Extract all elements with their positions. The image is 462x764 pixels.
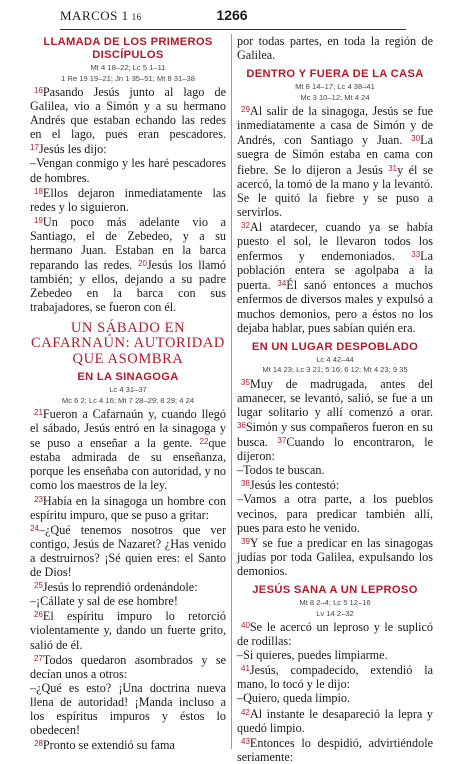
verse-number: 37 xyxy=(277,436,287,446)
verse-text: Jesús, compadecido, extendió la mano, lo tocó y le dijo: xyxy=(237,663,433,692)
dialogue-paragraph: –Vengan conmigo y les haré pescadores de hombres. xyxy=(30,156,226,185)
header-rule xyxy=(60,29,406,30)
continuation-paragraph: por todas partes, en toda la región de Galilea. xyxy=(237,34,433,63)
parallel-refs: Lc 4 42–44 xyxy=(316,354,354,364)
dialogue-paragraph: –¡Cállate y sal de ese hombre! xyxy=(30,594,178,609)
parallel-refs: Mt 8 14–17; Lc 4 38–41 xyxy=(295,82,375,92)
cross-refs: Mc 6 2; Lc 4 16; Mt 7 28–29; 8 29; 4 24 xyxy=(61,395,195,405)
parallel-refs: Lc 4 31–37 xyxy=(109,385,147,394)
verse-paragraph xyxy=(30,214,226,315)
verse-text: Un poco más adelante vio a Santiago, el de Zebedeo, y a su hermano Juan. Estaban en la barca reparando las redes. xyxy=(30,214,226,273)
page-header xyxy=(30,0,434,32)
verse-paragraph xyxy=(30,522,226,579)
section-heading: DENTRO Y FUERA DE LA CASA xyxy=(246,68,424,81)
dialogue-paragraph: –Vamos a otra parte, a los pueblos vecinos, para predicar también allí, pues para esto he venido. xyxy=(237,492,433,535)
verse-text: y él se acercó, la tomó de la mano y la levantó. Se le quitó la fiebre y se puso a servirlos. xyxy=(237,162,433,219)
cross-refs: Lv 14 2–32 xyxy=(316,608,354,618)
verse-text: Cuando lo encontraron, le dijeron: xyxy=(237,435,434,464)
verse-number: 18 xyxy=(34,186,43,196)
verse-paragraph xyxy=(30,493,226,522)
verse-number: 20 xyxy=(138,259,147,269)
verse-paragraph xyxy=(237,662,433,691)
verse-paragraph xyxy=(30,579,226,594)
section-heading: LLAMADA DE LOS PRIMEROS DISCÍPULOS xyxy=(43,36,213,61)
verse-text: Ellos dejaron inmediatamente las redes y lo siguieron. xyxy=(30,185,226,214)
verse-text: Pronto se extendió su fama xyxy=(42,738,175,753)
dialogue-paragraph: –Si quieres, puedes limpiarme. xyxy=(237,648,388,663)
verse-text: El espíritu impuro lo retorció violentamente y, dando un fuerte grito, salió de él. xyxy=(30,609,226,652)
verse-text: Pasando Jesús junto al lago de Galilea, vio a Simón y a su hermano Andrés que estaban echando las redes en el lago, pues eran pescadores. xyxy=(30,85,226,142)
verse-number: 30 xyxy=(411,134,421,144)
verse-text: Jesús los llamó también; y ellos, dejando a su padre Zebedeo en la barca con sus trabajadores, se fueron con él. xyxy=(30,258,226,315)
verse-number: 16 xyxy=(34,86,43,95)
verse-text: Jesús lo reprendió ordenándole: xyxy=(42,580,198,595)
verse-paragraph xyxy=(237,706,433,735)
section-heading: JESÚS SANA A UN LEPROSO xyxy=(252,584,418,596)
verse-paragraph xyxy=(237,535,433,578)
chapter-number: 1 xyxy=(121,8,129,23)
verse-paragraph xyxy=(30,406,226,493)
section-heading: EN LA SINAGOGA xyxy=(77,371,179,383)
verse-number: 35 xyxy=(241,377,250,387)
column-divider xyxy=(231,34,232,749)
verse-text: que estaba admirada de su enseñanza, porque les enseñaba con autoridad, y no como los maestros de la ley. xyxy=(30,436,227,493)
verse-paragraph xyxy=(237,477,433,492)
verse-number: 32 xyxy=(241,220,250,230)
verse-number: 42 xyxy=(241,707,250,717)
verse-number: 34 xyxy=(277,279,287,289)
verse-paragraph xyxy=(237,376,433,464)
verse-number: 27 xyxy=(34,653,43,663)
cross-refs: Mc 3 10–12; Mt 4 24 xyxy=(300,92,370,102)
major-section-heading: UN SÁBADO EN CAFARNAÚN: AUTORIDAD QUE ASOMBRA xyxy=(31,319,225,367)
verse-number: 36 xyxy=(237,420,246,430)
verse-paragraph xyxy=(30,608,226,651)
verse-text: Entonces lo despidió, advirtiéndole seriamente: xyxy=(237,735,433,764)
verse-number: 29 xyxy=(241,105,250,115)
verse-text: –¿Qué tenemos nosotros que ver contigo, Jesús de Nazaret? ¿Has venido a destruirnos? ¡Sé quien eres: el Santo de Dios! xyxy=(30,522,226,580)
verse-paragraph xyxy=(30,185,226,214)
verse-text: Y se fue a predicar en las sinagogas judías por toda Galilea, expulsando los demonios. xyxy=(237,535,433,578)
verse-number: 24 xyxy=(30,523,39,533)
verse-number: 38 xyxy=(241,479,250,489)
verse-number: 23 xyxy=(34,494,43,504)
verse-text: La población entera se agolpaba a la puerta. xyxy=(237,249,434,293)
verse-number: 21 xyxy=(34,408,43,417)
verse-text: Se le acercó un leproso y le suplicó de rodillas: xyxy=(237,620,433,649)
verse-text: Al salir de la sinagoga, Jesús se fue inmediatamente a casa de Simón y de Andrés, con Santiago y Juan. xyxy=(237,104,433,148)
verse-paragraph xyxy=(237,219,433,335)
left-column xyxy=(30,34,227,753)
verse-number: 33 xyxy=(411,250,421,260)
verse-number: 31 xyxy=(388,163,398,173)
parallel-refs: Mt 8 2–4; Lc 5 12–16 xyxy=(299,598,371,607)
verse-number: 26 xyxy=(34,610,43,620)
verse-text: Al atardecer, cuando ya se había puesto el sol, le llevaron todos los enfermos y endemoniados. xyxy=(237,219,433,264)
verse-number: 22 xyxy=(199,437,209,447)
verse-text: Jesús les dijo: xyxy=(38,142,107,157)
verse-paragraph xyxy=(237,619,433,648)
verse-number: 19 xyxy=(34,215,43,225)
verse-text: Jesús les contestó: xyxy=(249,478,340,493)
verse-number: 17 xyxy=(30,143,39,153)
verse-number: 16 xyxy=(131,12,142,22)
verse-text: Muy de madrugada, antes del amanecer, se levantó, salió, se fue a un lugar solitario y allí comenzó a orar. xyxy=(237,376,433,419)
parallel-refs: Mt 4 18–22; Lc 5 1–11 xyxy=(90,63,166,72)
cross-refs: Mt 14 23; Lc 3 21; 5 16; 6 12; Mt 4 23; 9 35 xyxy=(262,365,408,375)
dialogue-paragraph: –¿Qué es esto? ¡Una doctrina nueva llena de autoridad! ¡Manda incluso a los espíritus impuros y éstos lo obedecen! xyxy=(30,680,226,738)
verse-number: 28 xyxy=(34,739,43,749)
verse-paragraph xyxy=(30,737,226,752)
dialogue-paragraph: –Todos te buscan. xyxy=(237,463,325,478)
verse-number: 40 xyxy=(241,621,250,630)
verse-text: La suegra de Simón estaba en cama con fiebre. Se lo dijeron a Jesús xyxy=(237,133,433,177)
verse-text: Simón y sus compañeros fueron en su busca. xyxy=(237,419,433,450)
verse-number: 39 xyxy=(241,536,250,546)
verse-text: Todos quedaron asombrados y se decían unos a otros: xyxy=(30,652,226,681)
section-heading: EN UN LUGAR DESPOBLADO xyxy=(251,340,419,353)
verse-number: 25 xyxy=(34,581,43,591)
cross-refs: 1 Re 19 19–21; Jn 1 35–51; Mt 8 31–38 xyxy=(61,73,195,83)
verse-text: Al instante le desapareció la lepra y quedó limpio. xyxy=(237,706,433,735)
verse-number: 41 xyxy=(241,664,250,674)
verse-text: Él sanó entonces a muchos enfermos de diversos males y expulsó a muchos demonios, pero a éstos no los dejaba hablar, pues sabían quién era. xyxy=(237,278,433,335)
verse-paragraph xyxy=(30,652,226,681)
verse-paragraph xyxy=(237,735,433,764)
verse-paragraph xyxy=(30,84,226,156)
verse-text: Fueron a Cafarnaún y, cuando llegó el sábado, Jesús entró en la sinagoga y se puso a enseñar a la gente. xyxy=(30,407,226,451)
text-columns xyxy=(30,34,434,764)
verse-paragraph xyxy=(237,103,433,219)
book-name: MARCOS xyxy=(60,8,118,23)
right-column xyxy=(237,34,434,764)
page-number: 1266 xyxy=(216,7,248,23)
dialogue-paragraph: –Quiero, queda limpio. xyxy=(237,691,351,706)
verse-text: Había en la sinagoga un hombre con espíritu impuro, que se puso a gritar: xyxy=(30,493,226,522)
verse-number: 43 xyxy=(241,736,250,746)
